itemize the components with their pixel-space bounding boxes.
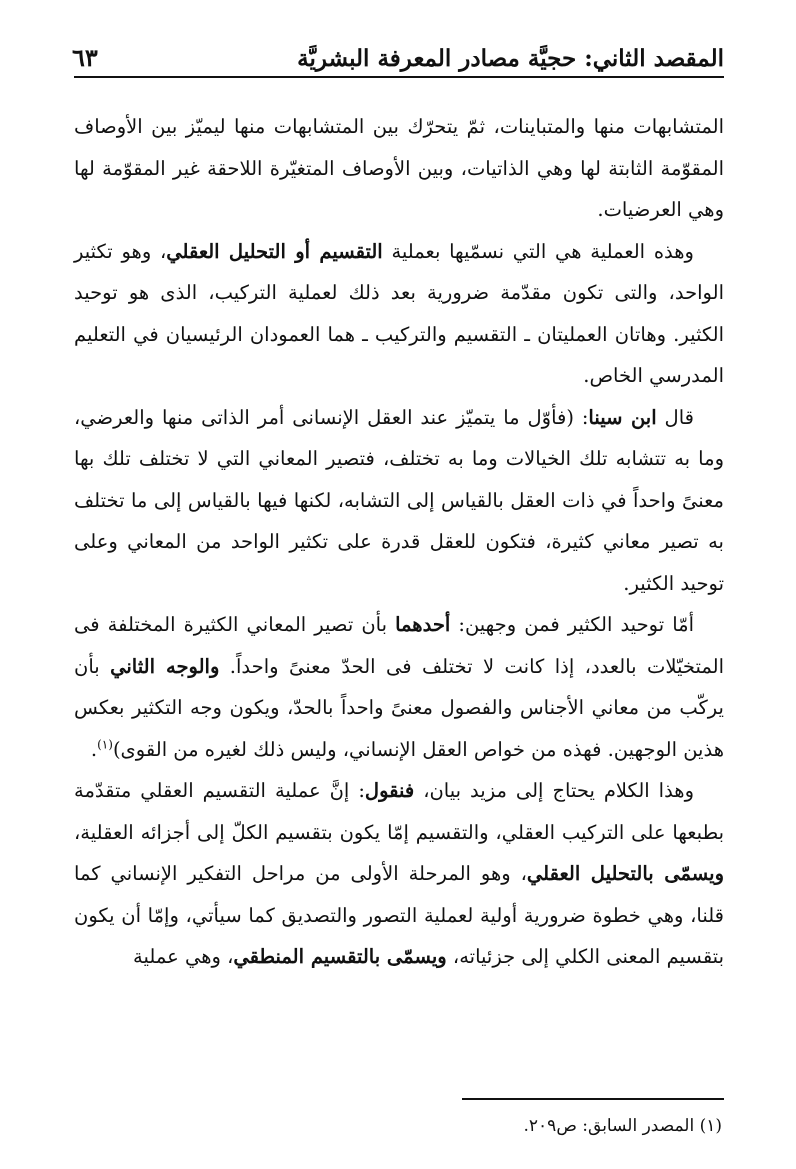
- bold-term: أحدهما: [395, 613, 451, 636]
- paragraph: [74, 106, 724, 231]
- footnote-divider: [462, 1098, 724, 1100]
- page-number: ٦٣: [72, 43, 98, 72]
- text-run: ، وهي عملية: [133, 945, 234, 968]
- bold-term: التقسيم أو التحليل العقلي: [166, 239, 383, 263]
- body-text: [74, 106, 724, 978]
- text-run: ، وهو المرحلة الأولى من مراحل التفكير الإنساني كما قلنا، وهي خطوة ضرورية أولية لعملية التصور والتصديق كما سيأتي، وإمّا أن يكون بتقسيم المعنى الكلي إلى جزئياته،: [74, 862, 724, 968]
- paragraph: [74, 604, 724, 770]
- header-divider: [74, 76, 724, 78]
- text-run: أمّا توحيد الكثير فمن وجهين:: [450, 613, 694, 636]
- text-run: : (فأوّل ما يتميّز عند العقل الإنسانى أمر الذاتى منها والعرضي، وما به تتشابه تلك الخيالات وما به تختلف، فتصير المعاني التي لا تختلف تلك بها معنىً واحداً في ذات العقل بالقياس إلى التشابه، لكنها فيها بالقياس إلى ما تختلف به تصير معاني كثيرة، فتكون للعقل قدرة على تكثير الواحد من المعاني وعلى توحيد الكثير.: [74, 405, 724, 595]
- paragraph: [74, 770, 724, 978]
- bold-term: ويسمّى بالتحليل العقلي: [526, 862, 724, 885]
- text-run: بأن تصير المعاني الكثيرة المختلفة فى المتخيّلات بالعدد، إذا كانت لا تختلف فى الحدّ معنىً واحداً.: [74, 613, 725, 678]
- text-run: المتشابهات منها والمتباينات، ثمّ يتحرّك بين المتشابهات منها ليميّز بين الأوصاف المقوّمة الثابتة لها وهي الذاتيات، وبين الأوصاف المتغيّرة اللاحقة غير المقوّمة لها وهي العرضيات.: [74, 115, 724, 221]
- footnote-reference: (١): [97, 737, 113, 751]
- footnote: (١) المصدر السابق: ص٢٠٩.: [523, 1116, 722, 1136]
- text-run: وهذه العملية هي التي نسمّيها بعملية: [382, 239, 694, 263]
- text-run: .: [90, 737, 98, 761]
- text-run: قال: [656, 405, 694, 429]
- bold-term: ويسمّى بالتقسيم المنطقي: [233, 945, 447, 968]
- paragraph: [74, 231, 724, 397]
- bold-term: ابن سينا: [588, 405, 657, 429]
- bold-term: فنقول: [364, 779, 415, 802]
- running-header: [72, 26, 724, 70]
- header-title: المقصد الثاني: حجيَّة مصادر المعرفة البشريَّة: [297, 45, 724, 72]
- text-run: بأن يركّب من معاني الأجناس والفصول معنىً واحداً بالحدّ، ويكون وجه التكثير بعكس هذين الوجهين. فهذه من خواص العقل الإنساني، وليس ذلك لغيره من القوى): [74, 654, 724, 761]
- text-run: ، وهو تكثير الواحد، والتى تكون مقدّمة ضرورية بعد ذلك لعملية التركيب، الذى هو توحيد الكثير. وهاتان العمليتان ـ التقسيم والتركيب ـ هما العمودان الرئيسيان في التعليم المدرسي الخاص.: [74, 239, 724, 387]
- text-run: : إنَّ عملية التقسيم العقلي متقدّمة بطبعها على التركيب العقلي، والتقسيم إمّا يكون بتقسيم الكلّ إلى أجزائه العقلية،: [74, 779, 724, 844]
- paragraph: [74, 397, 724, 605]
- bold-term: والوجه الثاني: [110, 654, 220, 678]
- text-run: وهذا الكلام يحتاج إلى مزيد بيان،: [414, 779, 695, 802]
